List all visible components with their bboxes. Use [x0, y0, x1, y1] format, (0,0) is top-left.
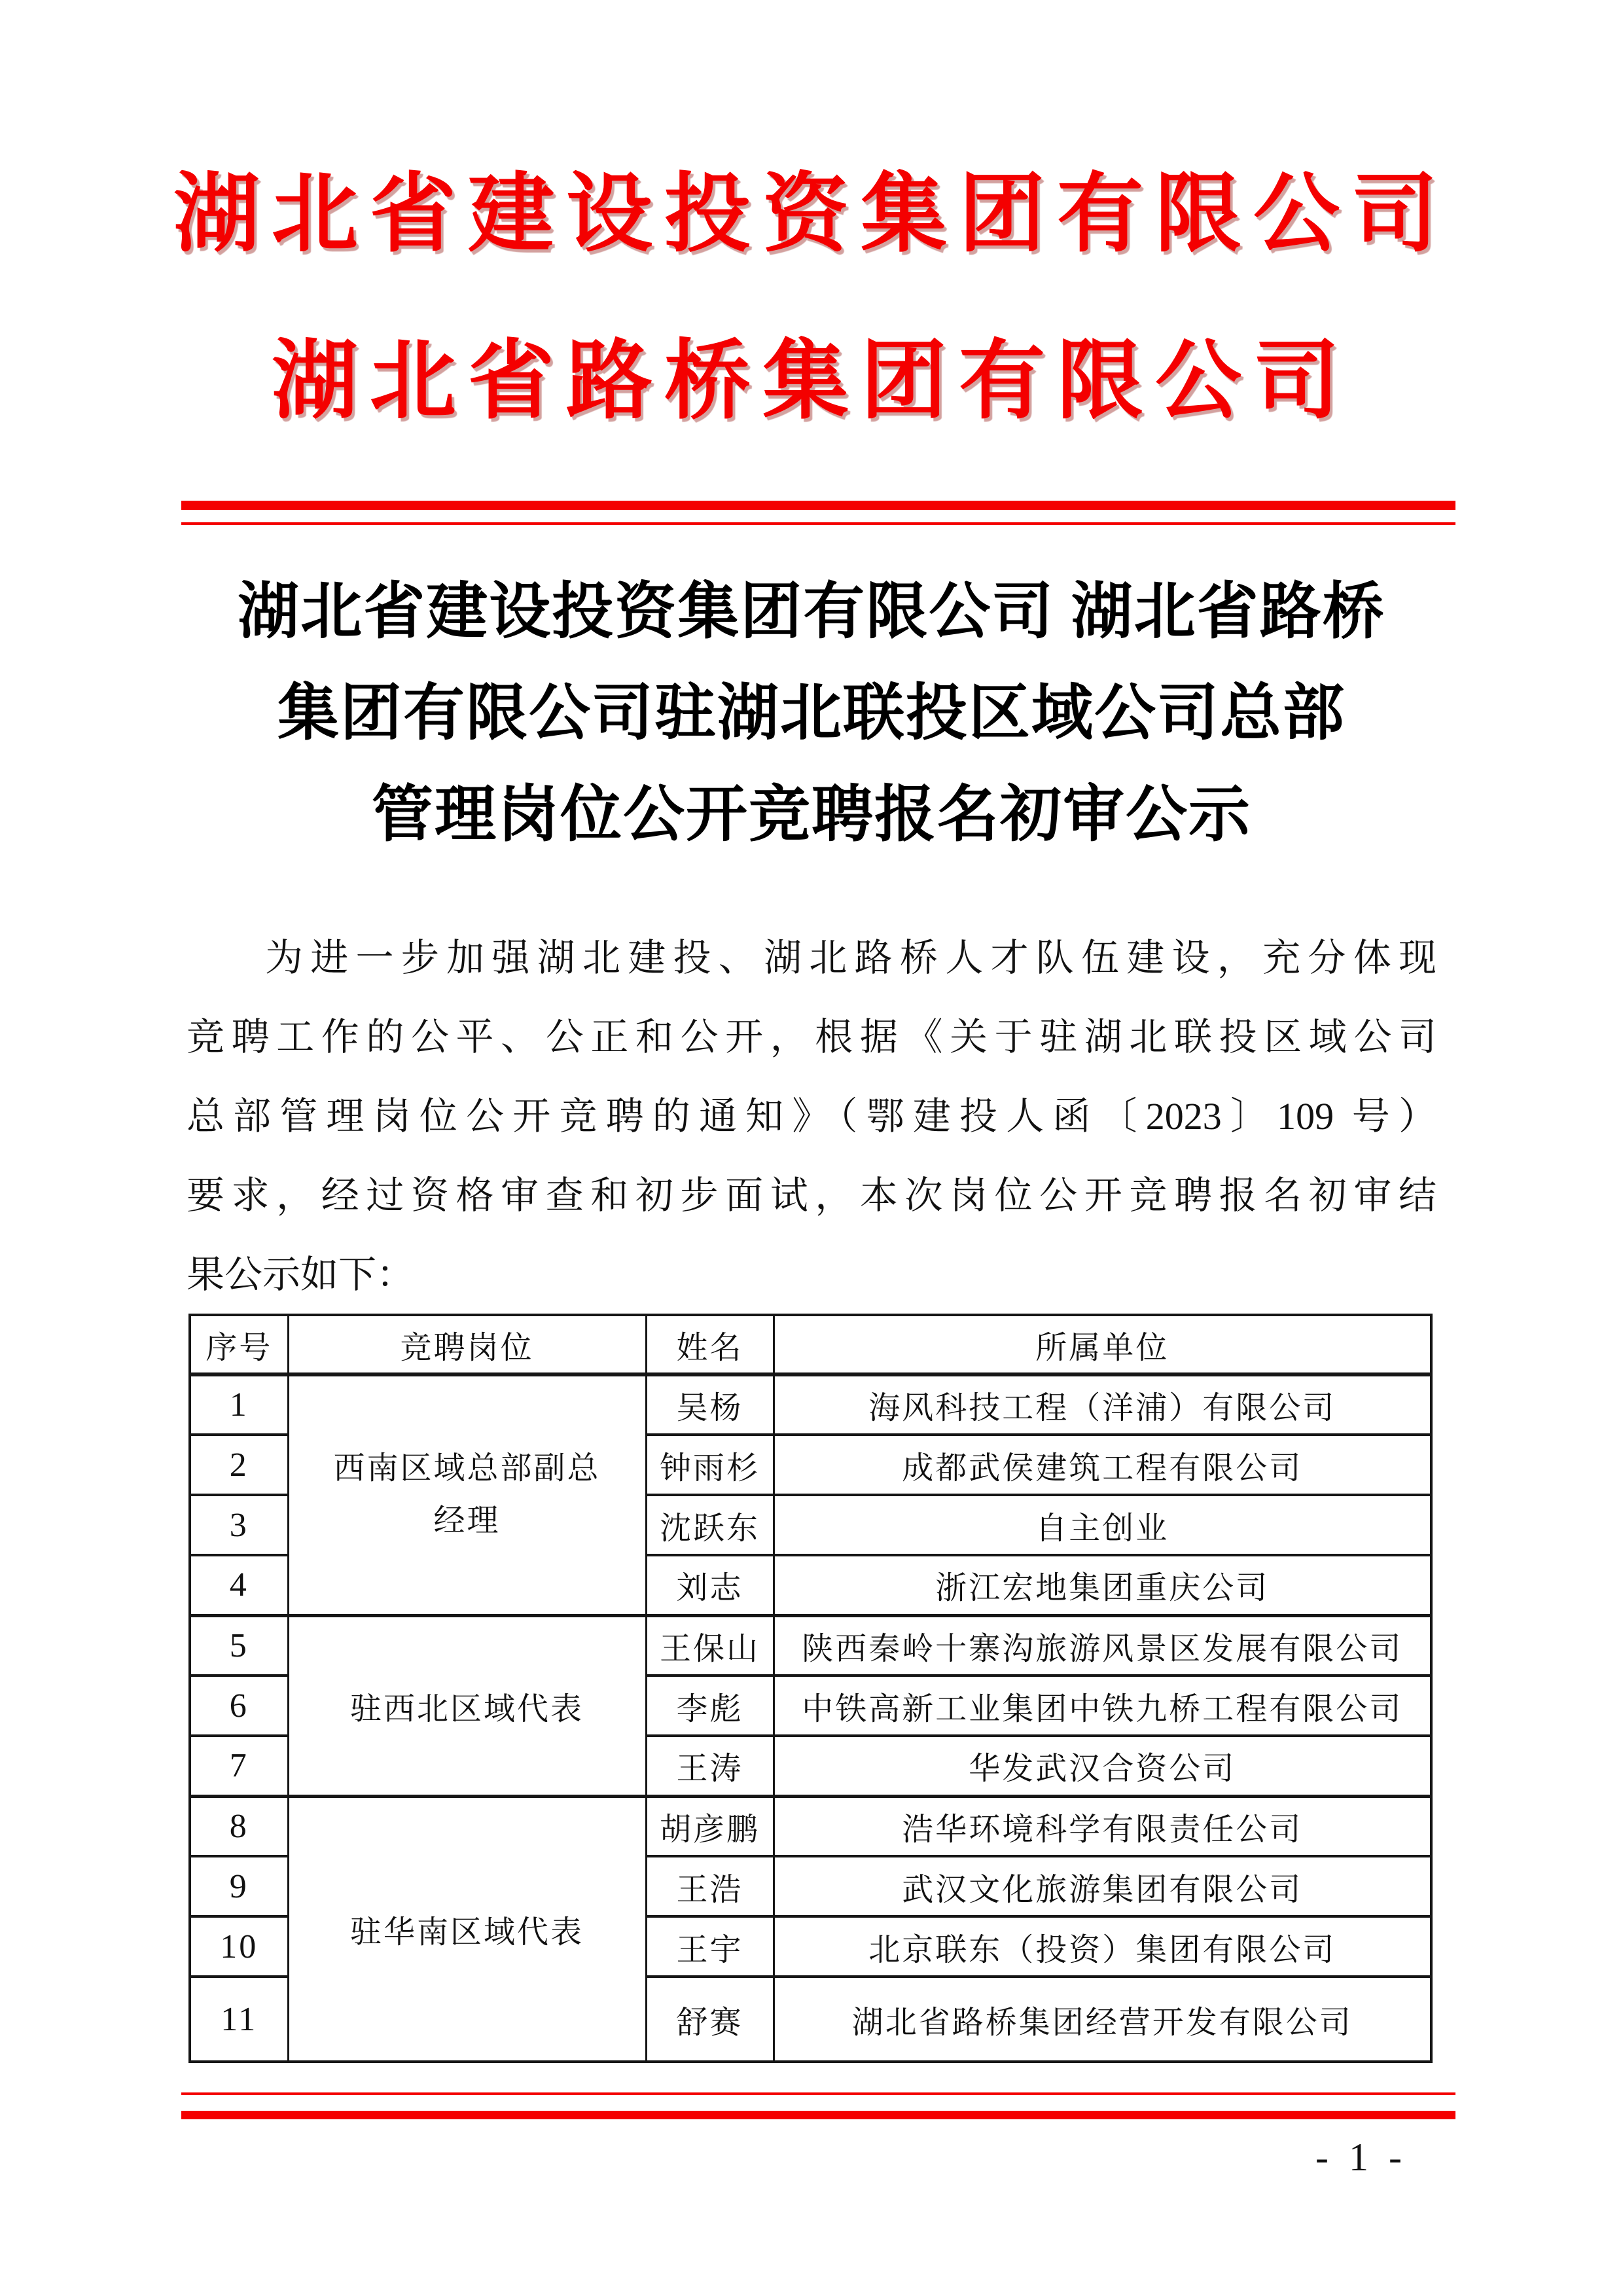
page-number: - 1 -	[1315, 2136, 1407, 2179]
header-cell-org: 所属单位	[774, 1315, 1431, 1374]
footer-rule-thin	[181, 2092, 1455, 2095]
seq-cell: 2	[190, 1435, 288, 1495]
seq-cell: 3	[190, 1495, 288, 1555]
body-paragraph	[187, 918, 1436, 1314]
org-cell: 北京联东（投资）集团有限公司	[774, 1916, 1431, 1977]
org-cell: 浩华环境科学有限责任公司	[774, 1796, 1431, 1856]
body-line-3: 总部管理岗位公开竞聘的通知》（鄂建投人函〔2023〕109 号）	[187, 1095, 1436, 1138]
seq-cell: 10	[190, 1916, 288, 1977]
header-cell-position: 竞聘岗位	[288, 1315, 646, 1374]
position-cell: 西南区域总部副总经理	[288, 1374, 646, 1615]
name-cell: 钟雨杉	[646, 1435, 774, 1495]
doc-title-line-3: 管理岗位公开竞聘报名初审公示	[371, 781, 1251, 849]
name-cell: 吴杨	[646, 1374, 774, 1435]
body-line-1: 为进一步加强湖北建投、湖北路桥人才队伍建设，充分体现	[265, 937, 1436, 979]
name-cell: 刘志	[646, 1555, 774, 1615]
org-cell: 海风科技工程（洋浦）有限公司	[774, 1374, 1431, 1435]
name-cell: 胡彦鹏	[646, 1796, 774, 1856]
org-cell: 自主创业	[774, 1495, 1431, 1555]
name-cell: 王宇	[646, 1916, 774, 1977]
position-cell: 驻西北区域代表	[288, 1615, 646, 1796]
candidate-roster-table	[188, 1314, 1433, 2063]
org-cell: 陕西秦岭十寨沟旅游风景区发展有限公司	[774, 1615, 1431, 1676]
seq-cell: 4	[190, 1555, 288, 1615]
header-cell-name: 姓名	[646, 1315, 774, 1374]
body-line-4: 要求，经过资格审查和初步面试，本次岗位公开竞聘报名初审结	[187, 1174, 1436, 1217]
seq-cell: 7	[190, 1736, 288, 1796]
masthead-company-1: 湖北省建设投资集团有限公司	[173, 166, 1450, 262]
masthead-company-2: 湖北省路桥集团有限公司	[272, 333, 1351, 429]
name-cell: 舒赛	[646, 1977, 774, 2062]
name-cell: 王涛	[646, 1736, 774, 1796]
table-header-row	[190, 1315, 1431, 1374]
table-row	[190, 1374, 1431, 1435]
table-row	[190, 1796, 1431, 1856]
table-row	[190, 1615, 1431, 1676]
org-cell: 湖北省路桥集团经营开发有限公司	[774, 1977, 1431, 2062]
header-cell-seq: 序号	[190, 1315, 288, 1374]
seq-cell: 6	[190, 1676, 288, 1736]
doc-title	[0, 562, 1623, 866]
masthead-rule-thick	[181, 501, 1455, 510]
name-cell: 王保山	[646, 1615, 774, 1676]
footer-rule-thick	[181, 2111, 1455, 2119]
seq-cell: 8	[190, 1796, 288, 1856]
name-cell: 沈跃东	[646, 1495, 774, 1555]
org-cell: 华发武汉合资公司	[774, 1736, 1431, 1796]
masthead-rule-thin	[181, 522, 1455, 525]
seq-cell: 9	[190, 1856, 288, 1916]
seq-cell: 1	[190, 1374, 288, 1435]
doc-title-line-1: 湖北省建设投资集团有限公司 湖北省路桥	[238, 578, 1385, 646]
name-cell: 王浩	[646, 1856, 774, 1916]
body-line-2: 竞聘工作的公平、公正和公开，根据《关于驻湖北联投区域公司	[187, 1016, 1436, 1058]
org-cell: 中铁高新工业集团中铁九桥工程有限公司	[774, 1676, 1431, 1736]
body-line-5: 果公示如下：	[187, 1253, 415, 1296]
seq-cell: 11	[190, 1977, 288, 2062]
name-cell: 李彪	[646, 1676, 774, 1736]
seq-cell: 5	[190, 1615, 288, 1676]
position-cell: 驻华南区域代表	[288, 1796, 646, 2062]
org-cell: 浙江宏地集团重庆公司	[774, 1555, 1431, 1615]
org-cell: 武汉文化旅游集团有限公司	[774, 1856, 1431, 1916]
org-cell: 成都武侯建筑工程有限公司	[774, 1435, 1431, 1495]
doc-title-line-2: 集团有限公司驻湖北联投区域公司总部	[277, 679, 1346, 747]
